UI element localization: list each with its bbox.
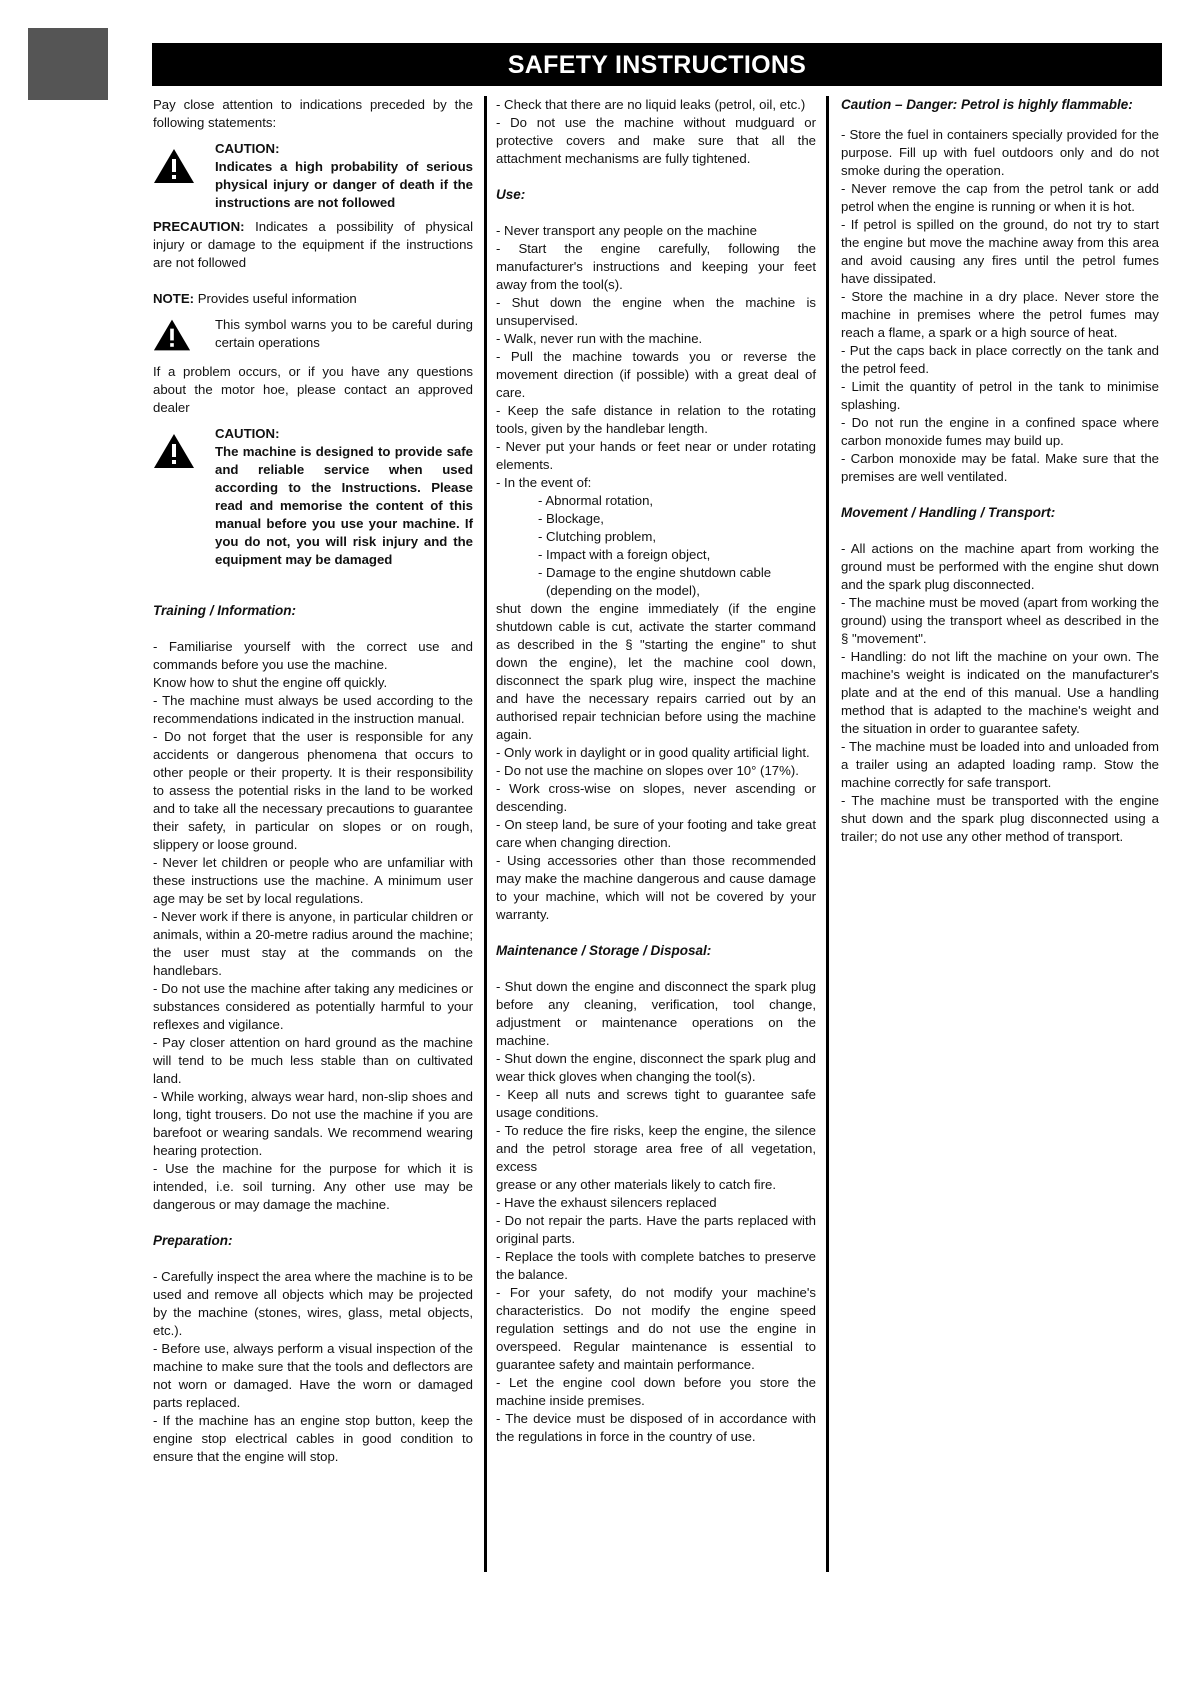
column-divider-2 [826,96,829,1572]
paragraph: - To reduce the fire risks, keep the engine, the silence and the petrol storage area free of all vegetation, excess [496,1123,816,1174]
note-paragraph [153,290,473,308]
paragraph: - Store the fuel in containers specially provided for the purpose. Fill up with fuel outdoors only and do not smoke during the operation. [841,127,1159,178]
column-3 [841,96,1159,846]
paragraph: - Replace the tools with complete batches to preserve the balance. [496,1249,816,1282]
paragraph: - The machine must always be used according to the recommendations indicated in the instruction manual. [153,693,473,726]
paragraph: - Keep all nuts and screws tight to guarantee safe usage conditions. [496,1087,816,1120]
list-item: - Damage to the engine shutdown cable [538,565,772,580]
problem-text: If a problem occurs, or if you have any questions about the motor hoe, please contact an approved dealer [153,364,473,415]
caution-label: CAUTION: [215,141,280,156]
section-heading-petrol-caution: Caution – Danger: Petrol is highly flammable: [841,97,1133,112]
caution-block-1 [153,140,473,212]
paragraph: - The device must be disposed of in accordance with the regulations in force in the country of use. [496,1411,816,1444]
precaution-paragraph [153,218,473,272]
paragraph: - Work cross-wise on slopes, never ascending or descending. [496,781,816,814]
caution-text: The machine is designed to provide safe and reliable service when used according to the Instructions. Please read and memorise the content of this manual before you use your machine. If you do not, you will risk injury and the equipment may be damaged [215,444,473,567]
paragraph: - Use the machine for the purpose for which it is intended, i.e. soil turning. Any other use may be dangerous or may damage the machine. [153,1161,473,1212]
paragraph: - Shut down the engine when the machine is unsupervised. [496,295,816,328]
symbol-text: This symbol warns you to be careful during certain operations [215,317,473,350]
warning-icon [153,425,215,474]
paragraph: - Never put your hands or feet near or under rotating elements. [496,439,816,472]
paragraph: - Never work if there is anyone, in particular children or animals, within a 20-metre radius around the machine; the user must stay at the commands on the handlebars. [153,909,473,978]
paragraph: - Do not forget that the user is responsible for any accidents or dangerous phenomena that occurs to other people or their property. It is their responsibility to assess the potential risks in the land to be worked and to take all the necessary precautions to guarantee their safety, in particular on slopes or on rough, slippery or loose ground. [153,729,473,852]
symbol-block [153,316,473,357]
paragraph: - Walk, never run with the machine. [496,331,703,346]
intro-text: Pay close attention to indications preceded by the following statements: [153,97,473,130]
paragraph: - For your safety, do not modify your machine's characteristics. Do not modify the engine speed regulation settings and do not use the engine in overspeed. Regular maintenance is essential to guarantee safety and maintain performance. [496,1285,816,1372]
paragraph: - Store the machine in a dry place. Never store the machine in premises where the petrol fumes may reach a flame, a spark or a high source of heat. [841,289,1159,340]
paragraph: - Keep the safe distance in relation to the rotating tools, given by the handlebar length. [496,403,816,436]
warning-icon [153,140,215,189]
paragraph: - Carbon monoxide may be fatal. Make sure that the premises are well ventilated. [841,451,1159,484]
paragraph: - Only work in daylight or in good quality artificial light. [496,745,810,760]
paragraph: - Let the engine cool down before you store the machine inside premises. [496,1375,816,1408]
list-item: - Impact with a foreign object, [538,547,711,562]
paragraph: - Before use, always perform a visual inspection of the machine to make sure that the tools and deflectors are not worn or damaged. Have the worn or damaged parts replaced. [153,1341,473,1410]
column-divider-1 [484,96,487,1572]
paragraph: - Start the engine carefully, following the manufacturer's instructions and keeping your feet away from the tool(s). [496,241,816,292]
paragraph: - The machine must be moved (apart from working the ground) using the transport wheel as described in the § "movement". [841,595,1159,646]
page-tab-marker [28,28,108,100]
paragraph: - Carefully inspect the area where the machine is to be used and remove all objects which may be projected by the machine (stones, wires, glass, metal objects, etc.). [153,1269,473,1338]
paragraph: - Check that there are no liquid leaks (petrol, oil, etc.) [496,97,806,112]
page-title: SAFETY INSTRUCTIONS [152,43,1162,86]
paragraph: - In the event of: [496,475,592,490]
paragraph: shut down the engine immediately (if the engine shutdown cable is cut, activate the starter command as described in the § "starting the engine" to shut down the engine), let the machine cool down, disconnect the spark plug wire, inspect the machine and have the necessary repairs carried out by an authorised repair technician before using the machine again. [496,601,816,742]
precaution-label: PRECAUTION: [153,219,245,234]
paragraph: - Do not use the machine without mudguard or protective covers and make sure that all the attachment mechanisms are fully tightened. [496,115,816,166]
paragraph: - Put the caps back in place correctly on the tank and the petrol feed. [841,343,1159,376]
list-item-continuation: (depending on the model), [546,583,700,598]
paragraph: Know how to shut the engine off quickly. [153,675,388,690]
paragraph: - The machine must be transported with the engine shut down and the spark plug disconnected using a trailer; do not use any other method of transport. [841,793,1159,844]
caution-text: Indicates a high probability of serious physical injury or danger of death if the instructions are not followed [215,159,473,210]
section-heading-use: Use: [496,187,526,202]
warning-icon [153,316,215,357]
column-1 [153,96,473,1466]
paragraph: - The machine must be loaded into and unloaded from a trailer using an adapted loading ramp. Stow the machine correctly for safe transport. [841,739,1159,790]
event-list [496,492,816,582]
paragraph: - Shut down the engine, disconnect the spark plug and wear thick gloves when changing the tool(s). [496,1051,816,1084]
paragraph: - Pull the machine towards you or reverse the movement direction (if possible) with a great deal of care. [496,349,816,400]
column-2 [496,96,816,1446]
note-text: Provides useful information [194,291,357,306]
paragraph: - Never let children or people who are unfamiliar with these instructions use the machine. A minimum user age may be set by local regulations. [153,855,473,906]
paragraph: - Pay closer attention on hard ground as the machine will tend to be much less stable than on cultivated land. [153,1035,473,1086]
paragraph: - Do not repair the parts. Have the parts replaced with original parts. [496,1213,816,1246]
paragraph: grease or any other materials likely to catch fire. [496,1177,776,1192]
list-item: - Clutching problem, [538,529,657,544]
list-item: - Abnormal rotation, [538,493,654,508]
paragraph: - Do not use the machine after taking any medicines or substances considered as potentially harmful to your reflexes and vigilance. [153,981,473,1032]
section-heading-training: Training / Information: [153,603,296,618]
paragraph: - Do not use the machine on slopes over 10° (17%). [496,763,799,778]
section-heading-preparation: Preparation: [153,1233,233,1248]
paragraph: - Handling: do not lift the machine on your own. The machine's weight is indicated on the manufacturer's plate and at the end of this manual. Use a handling method that is adapted to the machine's weight and the situation in order to guarantee safety. [841,649,1159,736]
precaution-text: Indicates a possibility of physical injury or damage to the equipment if the instructions are not followed [153,219,473,270]
section-heading-movement: Movement / Handling / Transport: [841,505,1056,520]
paragraph: - Limit the quantity of petrol in the tank to minimise splashing. [841,379,1159,412]
paragraph: - While working, always wear hard, non-slip shoes and long, tight trousers. Do not use the machine if you are barefoot or wearing sandals. We recommend wearing hearing protection. [153,1089,473,1158]
paragraph: - Never transport any people on the machine [496,223,757,238]
paragraph: - Have the exhaust silencers replaced [496,1195,717,1210]
paragraph: - Never remove the cap from the petrol tank or add petrol when the engine is running or when it is hot. [841,181,1159,214]
paragraph: - All actions on the machine apart from working the ground must be performed with the engine shut down and the spark plug disconnected. [841,541,1159,592]
paragraph: - If the machine has an engine stop button, keep the engine stop electrical cables in good condition to ensure that the engine will stop. [153,1413,473,1464]
paragraph: - Do not run the engine in a confined space where carbon monoxide fumes may build up. [841,415,1159,448]
paragraph: - On steep land, be sure of your footing and take great care when changing direction. [496,817,816,850]
section-heading-maintenance: Maintenance / Storage / Disposal: [496,943,712,958]
paragraph: - Familiarise yourself with the correct use and commands before you use the machine. [153,639,473,672]
paragraph: - Using accessories other than those recommended may make the machine dangerous and cause damage to your machine, which will not be covered by your warranty. [496,853,816,922]
paragraph: - If petrol is spilled on the ground, do not try to start the engine but move the machine away from this area and avoid causing any fires until the petrol fumes have dissipated. [841,217,1159,286]
note-label: NOTE: [153,291,195,306]
caution-block-2 [153,425,473,569]
list-item: - Blockage, [538,511,604,526]
paragraph: - Shut down the engine and disconnect the spark plug before any cleaning, verification, tool change, adjustment or maintenance operations on the machine. [496,979,816,1048]
caution-label: CAUTION: [215,426,280,441]
